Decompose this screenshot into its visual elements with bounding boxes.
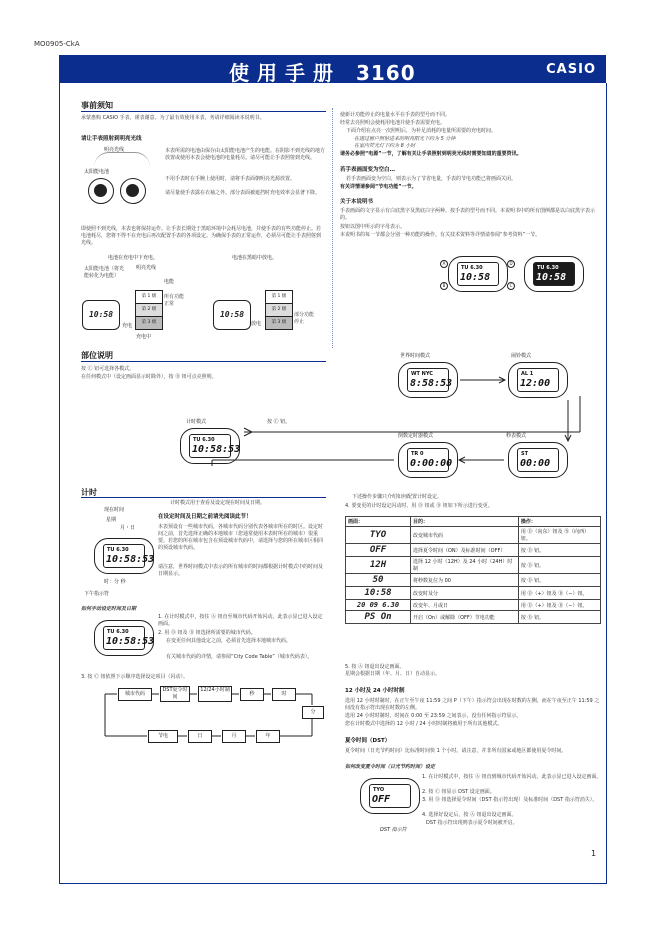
power-label: 电能 bbox=[164, 279, 175, 285]
how-step-1: 1. 在计时模式中，按住 Ⓐ 钮直至城市代码开始闪动。此表示显已进入设定画面。 bbox=[158, 614, 323, 627]
table-row: PS On 开启（On）或解除（OFF）节电功能 按 Ⓓ 钮。 bbox=[346, 611, 601, 624]
watch-alarm: AL 1 12:00 bbox=[508, 362, 568, 398]
how-step-2: 2. 用 Ⓓ 钮及 Ⓑ 钮选择所需要的城市代码。 bbox=[158, 630, 256, 636]
discharge-caption: 电池在黑暗中放电。 bbox=[232, 255, 278, 261]
level-1: 第 1 级 bbox=[136, 291, 162, 304]
button-c: C bbox=[507, 282, 515, 290]
document-id: MO0905-CkA bbox=[34, 40, 80, 48]
blank-bullet: 有关详情请参阅“节电功能”一节。 bbox=[340, 184, 417, 190]
dst-title: 夏令时间（DST） bbox=[345, 738, 391, 744]
level-3: 第 3 级 bbox=[136, 317, 162, 329]
ops-step-4: 4. 要变更的计时设定闪动时，用 Ⓓ 钮或 Ⓑ 钮如下所示进行变更。 bbox=[345, 503, 493, 509]
set-title: 在设定时间及日期之前请先阅读此节！ bbox=[158, 514, 252, 520]
solar-note: 太阳能电池（将光能转化为电能） bbox=[84, 266, 125, 279]
charge-label: 充电 bbox=[122, 323, 133, 329]
dst-how-title: 如何改变夏令时间（日光节约时间）设定 bbox=[345, 764, 436, 770]
set-bullet: 请注意，世界时间模式中表示的所有城市的时间都根据计时模式中的时间及日期显示。 bbox=[158, 564, 324, 577]
intro-subtitle: 请让手表照射到明亮光线 bbox=[81, 136, 142, 142]
blank-title: 若手表画面变为空白… bbox=[340, 167, 396, 173]
press-c-label: 按 Ⓒ 钮。 bbox=[267, 419, 291, 425]
dst-step-1: 1. 在计时模式中，按住 Ⓐ 钮直到城市代码开始闪动。此表示显已进入设定画面。 bbox=[422, 774, 602, 780]
mode-countdown-label: 倒数定时器模式 bbox=[398, 433, 434, 439]
intro-bullet-1: 不用手表时在手腕上使用时，请将手表面朝明亮光源放置。 bbox=[165, 176, 296, 182]
flow-12-24: 12/24小时制 bbox=[198, 686, 232, 702]
day-label: 星期 bbox=[106, 517, 117, 523]
table-row: 12H 选择 12 小时（12H）及 24 小时（24H）时制 按 Ⓓ 钮。 bbox=[346, 557, 601, 574]
watch-timekeeping: TU 6.30 10:58:53 bbox=[180, 428, 240, 464]
battery-levels-2: 第 1 级 第 2 级 第 3 级 bbox=[265, 290, 293, 330]
watch-countdown: TR 0 0:00:00 bbox=[398, 442, 458, 478]
pm-indicator-label: 下午指示符 bbox=[84, 591, 110, 597]
sample-watch-light: TU 6.30 10:58 bbox=[448, 256, 508, 292]
page-number: 1 bbox=[591, 849, 597, 858]
intro-para-2: 本表所需的电池由保存由太阳能电池产生的电能。在阴影不到光线的地方放置或使用本表会使电池的电量耗尽。请尽可能让手表照射到光线。 bbox=[165, 148, 326, 161]
page-title: 使用手册 3160 bbox=[229, 61, 416, 85]
parts-bullet-1: 按 Ⓒ 钮可选择各模式。 bbox=[81, 366, 135, 372]
flow-hour: 时 bbox=[272, 688, 296, 701]
about-1: 手表画面的文字显示有白底黑字及黑底白字两种。按手表的型号而不同。本说明书中的所有图例都是以白底黑字表示的。 bbox=[340, 208, 596, 221]
section-title-intro: 事前须知 bbox=[81, 101, 113, 110]
flow-powersave: 节电 bbox=[148, 730, 178, 743]
bright-light-label-2: 明亮光线 bbox=[136, 265, 157, 271]
button-d: D bbox=[507, 260, 515, 268]
flow-year: 年 bbox=[256, 730, 280, 743]
hour-min-label: 时：分 秒 bbox=[104, 579, 126, 585]
table-row: 50 将秒数复位为 00 按 Ⓓ 钮。 bbox=[346, 574, 601, 587]
charge-caption: 电池在充电中下充电。 bbox=[108, 255, 159, 261]
flow-day: 日 bbox=[188, 730, 212, 743]
ops-note: 下述操作步骤只介绍如何配置计时设定。 bbox=[352, 494, 443, 500]
time-intro: 计时模式用于查看及设定现在时间及日期。 bbox=[170, 500, 266, 506]
ops-step-5b: 星期会根据日期（年、月、日）自动显示。 bbox=[345, 671, 441, 677]
current-time-label: 现在时间 bbox=[104, 507, 125, 513]
flow-seconds: 秒 bbox=[240, 688, 264, 701]
mode-time-label: 计时模式 bbox=[186, 419, 207, 425]
sample-watch-dark: TU 6.30 10:58 bbox=[524, 256, 584, 292]
table-row: OFF 选择夏令时间（ON）及标准时间（OFF） 按 Ⓓ 钮。 bbox=[346, 544, 601, 557]
how-step-2b: 有关城市代码的详情，请参阅“City Code Table”（城市代码表）。 bbox=[166, 654, 313, 660]
dst-text: 夏令时间（日光节约时间）比标准时间快 1 个小时。请注意，并非所有国家或地区都使用夏令时间。 bbox=[345, 748, 567, 754]
recharge-label: 充电中 bbox=[136, 334, 152, 340]
right-bullet-2a: 下面介绍在点亮一次照明后，为补足消耗的电量所需要的充电时间。 bbox=[346, 128, 497, 134]
dst-step-4b: DST 指示符出现则表示夏令时间被开启。 bbox=[426, 820, 518, 826]
right-bullet-2: 经常去亮照明会使耗用电池并使手表需要充电。 bbox=[340, 120, 446, 126]
mode-stopwatch-label: 秒表模式 bbox=[506, 433, 527, 439]
flow-city-code: 城市代码 bbox=[118, 688, 152, 701]
how-step-2a: 在变更任何其他设定之前，必须首先选择本地城市代码。 bbox=[166, 638, 292, 644]
brand-logo: CASIO bbox=[546, 62, 596, 77]
button-a: A bbox=[440, 260, 448, 268]
h1224-3: 您在计时模式中选择的 12 小时 / 24 小时时制将被用于所有其他模式。 bbox=[345, 721, 503, 727]
watch-dst: TYO OFF bbox=[360, 778, 420, 814]
right-bullet-2b: 在透过窗户照射进来的明亮阳光下约为 5 分钟 bbox=[354, 136, 456, 142]
right-bullet-3: 请务必参照“电源”一节，了解有关让手表照射到明亮光线时需要知道的重要资讯。 bbox=[340, 151, 522, 157]
flow-minute: 分 bbox=[302, 706, 324, 719]
month-day-label: 月・日 bbox=[120, 525, 136, 531]
intro-para: 承蒙惠购 CASIO 手表，谨表谢意。为了最有效使用本表，务请详细阅读本说明书。 bbox=[81, 115, 265, 121]
discharge-label: 放电 bbox=[251, 321, 262, 327]
section-title-time: 计时 bbox=[81, 488, 97, 497]
parts-bullet-2: 在任何模式中（设定画面显示时除外），按 Ⓑ 钮可点亮照明。 bbox=[81, 374, 217, 380]
charge-watch: 10:58 bbox=[82, 300, 120, 330]
dst-indicator-label: DST 指示符 bbox=[380, 827, 407, 833]
watch-time-diagram: TU 6.30 10:58:53 bbox=[94, 538, 154, 574]
watch-world-time: WT NYC 8:58:53 bbox=[398, 362, 458, 398]
solar-cell-label: 太阳能电池 bbox=[84, 169, 110, 175]
about-2: 按钮以图中所示的字母表示。 bbox=[340, 224, 406, 230]
level-2: 第 2 级 bbox=[136, 304, 162, 317]
table-header: 画面： 目的： 操作： bbox=[346, 517, 601, 527]
blank-text: 若手表画面变为空白，则表示为了节省电量，手表的节电功能已将画面关闭。 bbox=[346, 176, 517, 182]
mode-world-label: 世界时间模式 bbox=[400, 353, 431, 359]
dst-step-3: 3. 用 Ⓓ 钮选择夏令时间（DST 指示符出现）及标准时间（DST 指示符消失）。 bbox=[422, 797, 598, 803]
button-b: B bbox=[440, 282, 448, 290]
h1224-title: 12 小时及 24 小时时制 bbox=[345, 688, 405, 694]
h1224-1: 选用 12 小时时制时，在正午至午夜 11:59 之间 P（下午）指示符会出现在时数的左侧，而在午夜至正午 11:59 之间没有指示符出现在时数的左侧。 bbox=[345, 698, 600, 711]
flow-dst: DST夏令时间 bbox=[160, 686, 190, 702]
how-title: 如何手动设定时间及日期 bbox=[81, 606, 137, 612]
some-stop-label: 部分功能停止 bbox=[294, 312, 315, 325]
table-row: 10:58 改变时及分 用 Ⓓ（+）钮及 Ⓑ（−）钮。 bbox=[346, 587, 601, 600]
about-title: 关于本说明书 bbox=[340, 199, 374, 205]
discharge-watch: 10:58 bbox=[213, 300, 251, 330]
right-bullet-2c: 在室内荧光灯下约为 8 小时 bbox=[354, 143, 416, 149]
watch-set-diagram: TU 6.30 10:58:53 bbox=[94, 620, 154, 656]
watch-stopwatch: ST 00:00 bbox=[508, 442, 568, 478]
flow-month: 月 bbox=[222, 730, 246, 743]
dst-step-2: 2. 按 Ⓒ 钮显示 DST 设定画面。 bbox=[422, 789, 495, 795]
section-title-parts: 部位说明 bbox=[81, 351, 113, 360]
dst-step-4: 4. 选择好设定后，按 Ⓐ 钮退出设定画面。 bbox=[422, 812, 517, 818]
intro-bullet-2: 请尽量使手表露在衣袖之外。部分表面被遮挡时充电效率会显著下降。 bbox=[165, 190, 321, 196]
all-func-label: 所有功能正常 bbox=[164, 294, 185, 307]
set-text: 本表预设有一些城市代码，各城市代码分别代表各城市所在的时区。设定时间之前，首先选择正确的本地城市（您通常使用本表时所在的城市）很重要。若您的所在城市包含在预设城市代码中，请选择与您的所在城市区相同的预设城市代码。 bbox=[158, 524, 324, 551]
about-3: 本说明书的每一节都会分别一种功能的操作。有关技术资料等详情请参阅“参考资料”一节。 bbox=[340, 232, 541, 238]
how-step-3: 3. 按 Ⓒ 钮依照下示顺序选择设定项目（闪动）。 bbox=[81, 674, 189, 680]
right-bullet-1: 使新计功能停止的电量水平在手表的型号而不同。 bbox=[340, 112, 451, 118]
settings-table bbox=[345, 516, 601, 624]
intro-bullet-3: 即使照不到光线，本表也将保持运作。让手表长期处于黑暗环境中会耗尽电池，并使手表的有些功能停止。若电池耗尽，您将不得不在充电后再次配置手表的各项设定。为确保手表的正常运作，必须尽可能让手表照射到光线。 bbox=[81, 226, 322, 246]
bright-light-label: 明亮光线 bbox=[104, 147, 125, 153]
table-row: 20 09 6.30 改变年、月或日 用 Ⓓ（+）钮及 Ⓑ（−）钮。 bbox=[346, 600, 601, 611]
ops-step-5: 5. 按 Ⓐ 钮退出设定画面。 bbox=[345, 664, 405, 670]
h1224-2: 选用 24 小时时制时，时间在 0:00 至 23:59 之间表示，没有任何指示符显示。 bbox=[345, 713, 522, 719]
table-row: TYO 改变城市代码 用 Ⓓ（向东）钮及 Ⓑ（向西）钮。 bbox=[346, 527, 601, 544]
mode-alarm-label: 闹铃模式 bbox=[511, 353, 532, 359]
